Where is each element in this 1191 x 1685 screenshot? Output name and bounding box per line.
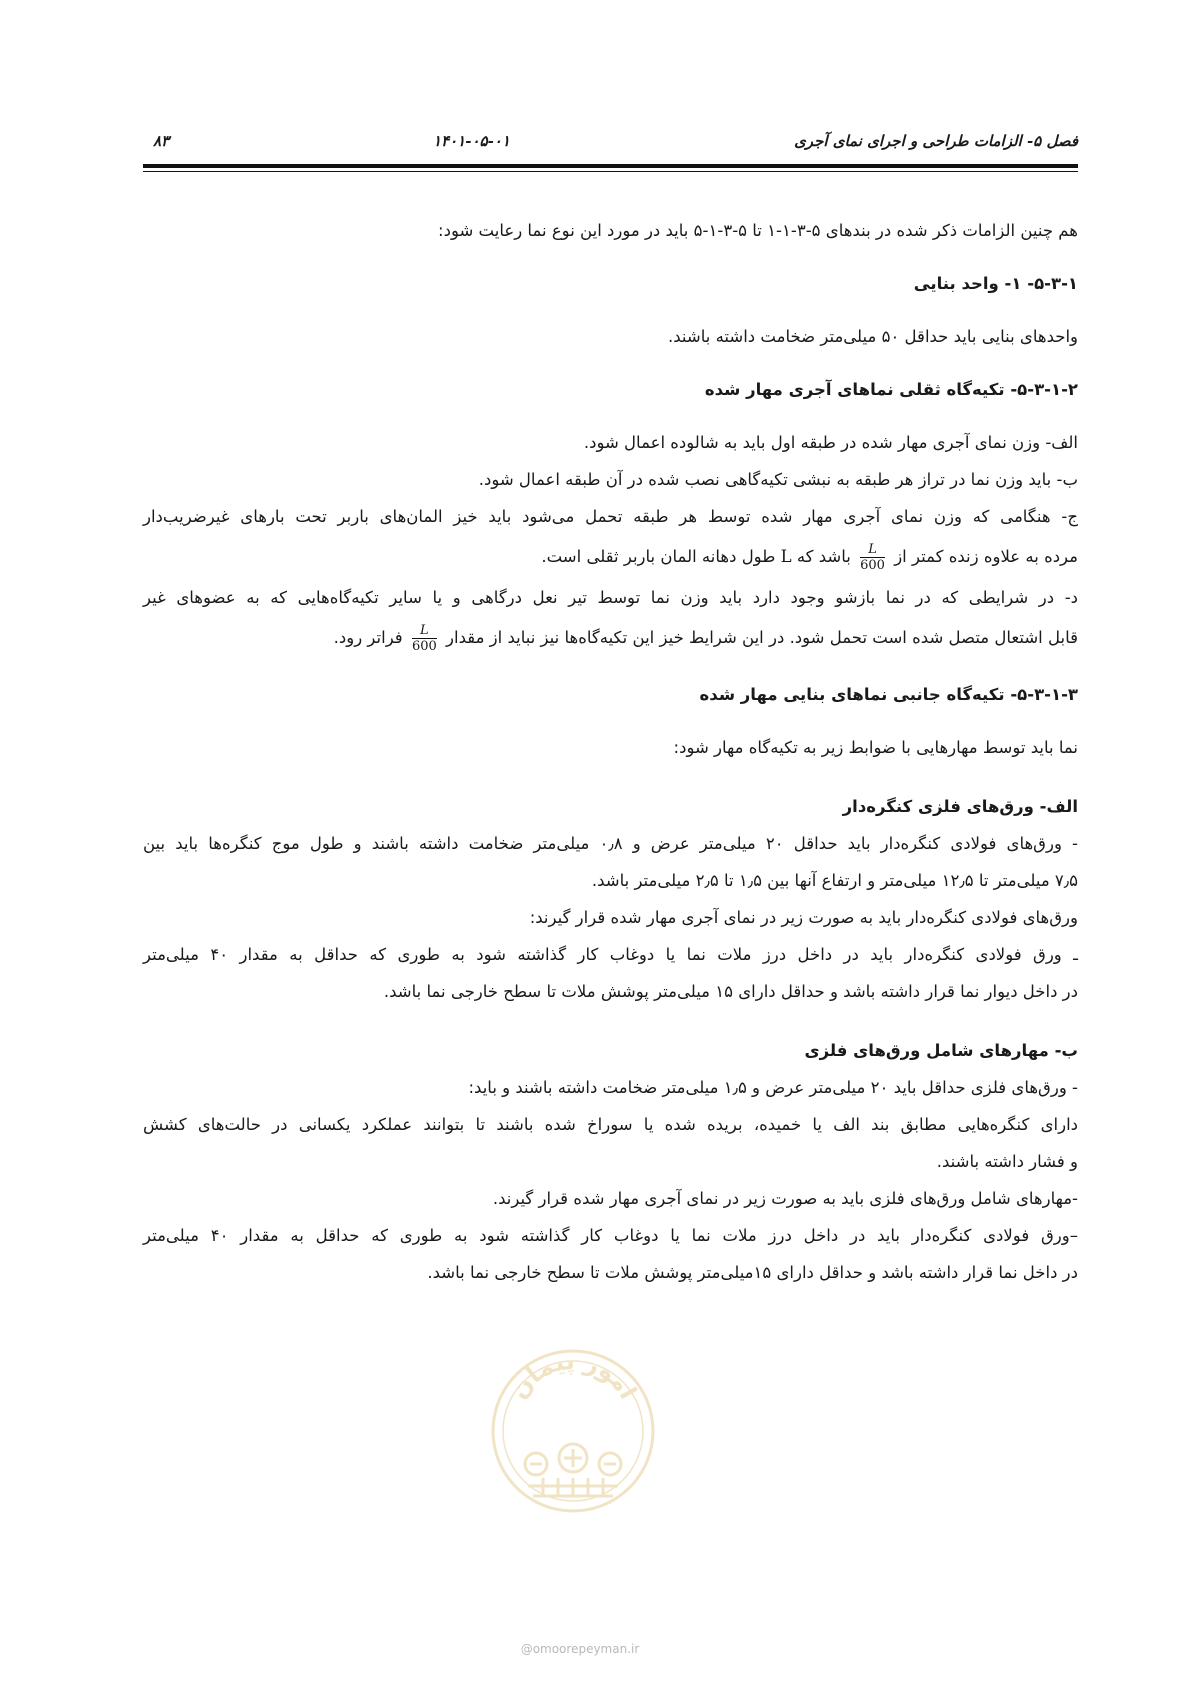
page-header <box>143 126 1078 154</box>
variable-l: L <box>780 547 792 566</box>
logo-text: امور پیمان <box>504 1346 643 1404</box>
fraction-numerator: L <box>412 623 437 639</box>
fraction-numerator: L <box>860 542 885 558</box>
paragraph: ۷٫۵ میلی‌متر تا ۱۲٫۵ میلی‌متر و ارتفاع آنها بین ۱٫۵ تا ۲٫۵ میلی‌متر باشد. <box>591 871 1078 890</box>
fraction-l-over-600 <box>860 542 885 573</box>
text-run: مرده به علاوه زنده کمتر از <box>894 547 1078 566</box>
fraction-l-over-600 <box>412 623 437 654</box>
header-rule-thin <box>143 171 1078 172</box>
text-run: فراتر رود. <box>333 628 403 647</box>
paragraph-item-dal: د- در شرایطی که در نما بازشو وجود دارد باید وزن نما توسط تیر نعل درگاهی و یا سایر تکیه‌گاه‌هایی که به عضوهای غیر <box>143 588 1078 607</box>
svg-text:امور پیمان <box>504 1347 642 1404</box>
paragraph-item-jim-cont <box>143 535 1078 579</box>
paragraph: در داخل نما قرار داشته باشد و حداقل دارای ۱۵میلی‌متر پوشش ملات تا سطح خارجی نما باشد. <box>427 1263 1078 1282</box>
paragraph-item-alef: الف- وزن نمای آجری مهار شده در طبقه اول باید به شالوده اعمال شود. <box>583 433 1078 452</box>
paragraph: - ورق‌های فلزی حداقل باید ۲۰ میلی‌متر عرض و ۱٫۵ میلی‌متر ضخامت داشته باشند و باید: <box>468 1078 1078 1097</box>
paragraph-item-be: ب- باید وزن نما در تراز هر طبقه به نبشی تکیه‌گاهی نصب شده در آن طبقه اعمال شود. <box>478 470 1078 489</box>
header-date: ۱۴۰۱-۰۵-۰۱ <box>433 132 510 150</box>
section-heading: ۵-۳-۱-۳- تکیه‌گاه جانبی نماهای بنایی مهار شده <box>699 685 1078 704</box>
fraction-denominator: 600 <box>860 558 885 573</box>
intro-paragraph: هم چنین الزامات ذکر شده در بندهای ۵-۳-۱-۱ تا ۵-۳-۱-۵ باید در مورد این نوع نما رعایت شود: <box>438 221 1078 240</box>
paragraph: ـ ورق فولادی کنگره‌دار باید در داخل درز ملات نما یا دوغاب کار گذاشته شود به طوری که حداقل به مقدار ۴۰ میلی‌متر <box>143 945 1078 964</box>
page-number: ۸۳ <box>153 132 170 150</box>
paragraph: -مهارهای شامل ورق‌های فلزی باید به صورت زیر در نمای آجری مهار شده قرار گیرند. <box>492 1189 1078 1208</box>
text-run: طول دهانه المان باربر ثقلی است. <box>541 547 776 566</box>
watermark-site: @omoorepeyman.ir <box>520 1642 640 1656</box>
paragraph: دارای کنگره‌هایی مطابق بند الف یا خمیده، بریده شده یا سوراخ شده باشند تا بتوانند عملکرد یکسانی در حالت‌های کشش <box>143 1115 1078 1134</box>
paragraph: ورق‌های فولادی کنگره‌دار باید به صورت زیر در نمای آجری مهار شده قرار گیرند: <box>529 908 1078 927</box>
chapter-title: فصل ۵- الزامات طراحی و اجرای نمای آجری <box>794 132 1078 150</box>
section-heading: ۵-۳-۱-۲- تکیه‌گاه ثقلی نماهای آجری مهار شده <box>704 380 1078 399</box>
subsection-heading: الف- ورق‌های فلزی کنگره‌دار <box>842 797 1078 816</box>
text-run: قابل اشتعال متصل شده است تحمل شود. در این شرایط خیز این تکیه‌گاه‌ها نیز نباید از مقدار <box>446 628 1078 647</box>
paragraph-item-dal-cont <box>143 616 1078 660</box>
fraction-denominator: 600 <box>411 639 437 654</box>
text-run: باشد که <box>796 547 851 566</box>
section-heading: ۵-۳-۱- ۱- واحد بنایی <box>913 274 1078 293</box>
subsection-heading: ب- مهارهای شامل ورق‌های فلزی <box>804 1041 1078 1060</box>
gear-scales-logo-icon <box>488 1346 658 1516</box>
paragraph: واحدهای بنایی باید حداقل ۵۰ میلی‌متر ضخامت داشته باشند. <box>668 327 1078 346</box>
document-body <box>143 212 1078 1291</box>
paragraph: –ورق فولادی کنگره‌دار باید در داخل درز ملات نما یا دوغاب کار گذاشته شود به طوری که حداقل به مقدار ۴۰ میلی‌متر <box>143 1226 1078 1245</box>
paragraph: نما باید توسط مهارهایی با ضوابط زیر به تکیه‌گاه مهار شود: <box>673 738 1078 757</box>
paragraph: و فشار داشته باشند. <box>936 1152 1078 1171</box>
paragraph-item-jim: ج- هنگامی که وزن نمای آجری مهار شده توسط هر طبقه تحمل می‌شود باید خیز المان‌های باربر تحت بارهای غیرضریب‌دار <box>143 507 1078 526</box>
header-rule-thick <box>143 164 1078 168</box>
paragraph: در داخل دیوار نما قرار داشته باشد و حداقل دارای ۱۵ میلی‌متر پوشش ملات تا سطح خارجی نما باشد. <box>383 982 1078 1001</box>
paragraph: - ورق‌های فولادی کنگره‌دار باید حداقل ۲۰ میلی‌متر عرض و ۰٫۸ میلی‌متر ضخامت داشته باشند و طول موج کنگره‌ها باید بین <box>143 834 1078 853</box>
